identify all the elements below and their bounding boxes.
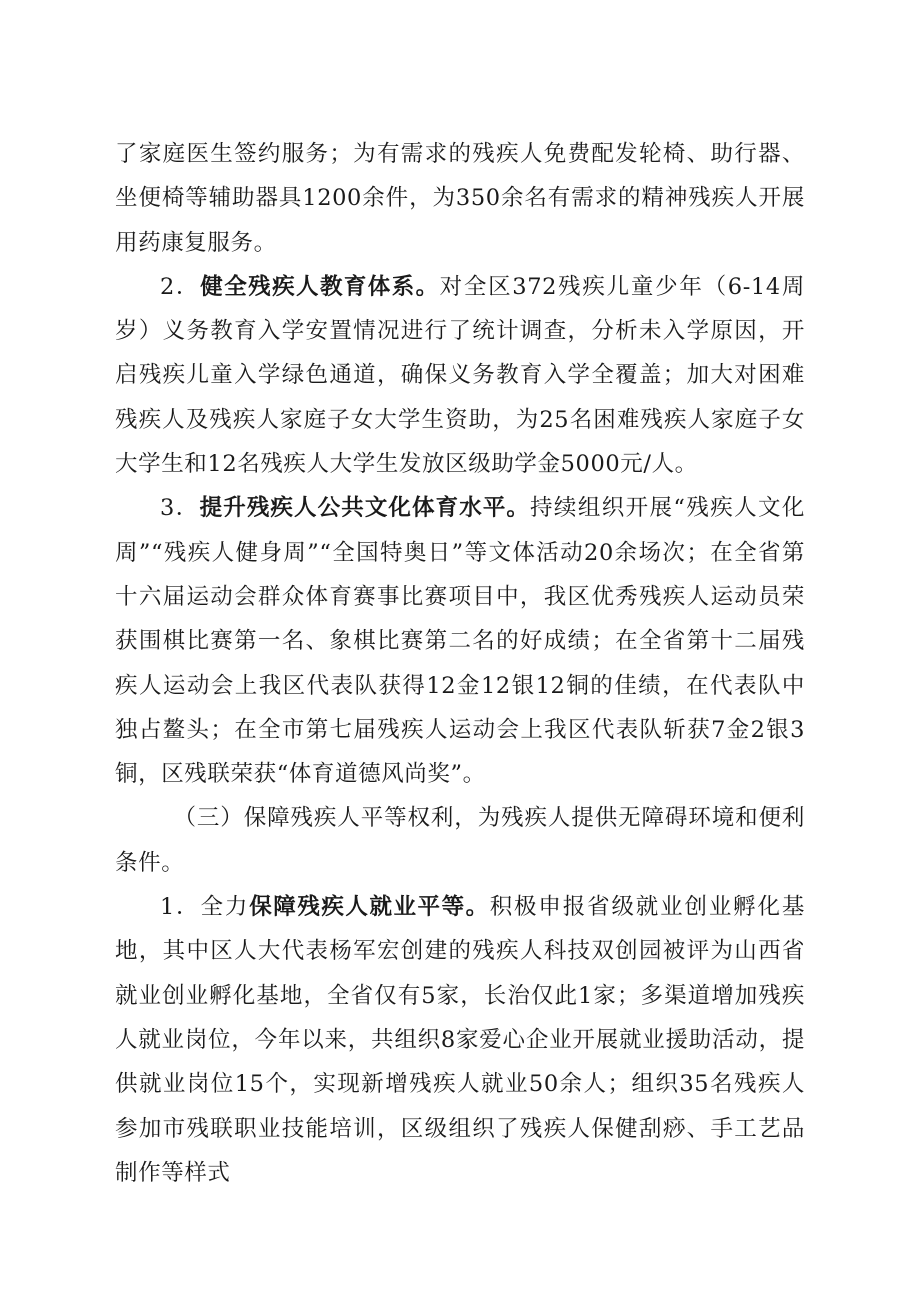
paragraph-culture-sports (115, 486, 805, 796)
paragraph-employment (115, 885, 805, 1195)
paragraph-body: 对全区372残疾儿童少年（6-14周岁）义务教育入学安置情况进行了统计调查，分析未入学原因，开启残疾儿童入学绿色通道，确保义务教育入学全覆盖；加大对困难残疾人及残疾人家庭子女大学生资助，为25名困难残疾人家庭子女大学生和12名残疾人大学生发放区级助学金5000元/人。 (115, 273, 805, 478)
paragraph-education (115, 265, 805, 486)
paragraph-body: 了家庭医生签约服务；为有需求的残疾人免费配发轮椅、助行器、坐便椅等辅助器具1200余件，为350余名有需求的精神残疾人开展用药康复服务。 (115, 141, 805, 256)
paragraph-number: 1．全力 (160, 894, 250, 921)
paragraph-number: 3． (160, 495, 200, 522)
paragraph-heading: 保障残疾人就业平等。 (249, 894, 490, 921)
paragraph-continuation (115, 132, 805, 265)
paragraph-number: 2． (160, 273, 201, 300)
section-heading-rights (115, 796, 805, 885)
paragraph-body: 积极申报省级就业创业孵化基地，其中区人大代表杨军宏创建的残疾人科技双创园被评为山西省就业创业孵化基地，全省仅有5家，长治仅此1家；多渠道增加残疾人就业岗位，今年以来，共组织8家爱心企业开展就业援助活动，提供就业岗位15个，实现新增残疾人就业50余人；组织35名残疾人参加市残联职业技能培训，区级组织了残疾人保健刮痧、手工艺品制作等样式 (115, 894, 805, 1186)
paragraph-body: 持续组织开展“残疾人文化周”“残疾人健身周”“全国特奥日”等文体活动20余场次；在全省第十六届运动会群众体育赛事比赛项目中，我区优秀残疾人运动员荣获围棋比赛第一名、象棋比赛第二名的好成绩；在全省第十二届残疾人运动会上我区代表队获得12金12银12铜的佳绩，在代表队中独占鳌头；在全市第七届残疾人运动会上我区代表队斩获7金2银3铜，区残联荣获“体育道德风尚奖”。 (115, 495, 806, 788)
document-page (115, 132, 805, 1195)
section-heading-text: （三）保障残疾人平等权利，为残疾人提供无障碍环境和便利条件。 (115, 805, 805, 876)
paragraph-heading: 提升残疾人公共文化体育水平。 (199, 495, 531, 522)
paragraph-heading: 健全残疾人教育体系。 (200, 273, 440, 300)
